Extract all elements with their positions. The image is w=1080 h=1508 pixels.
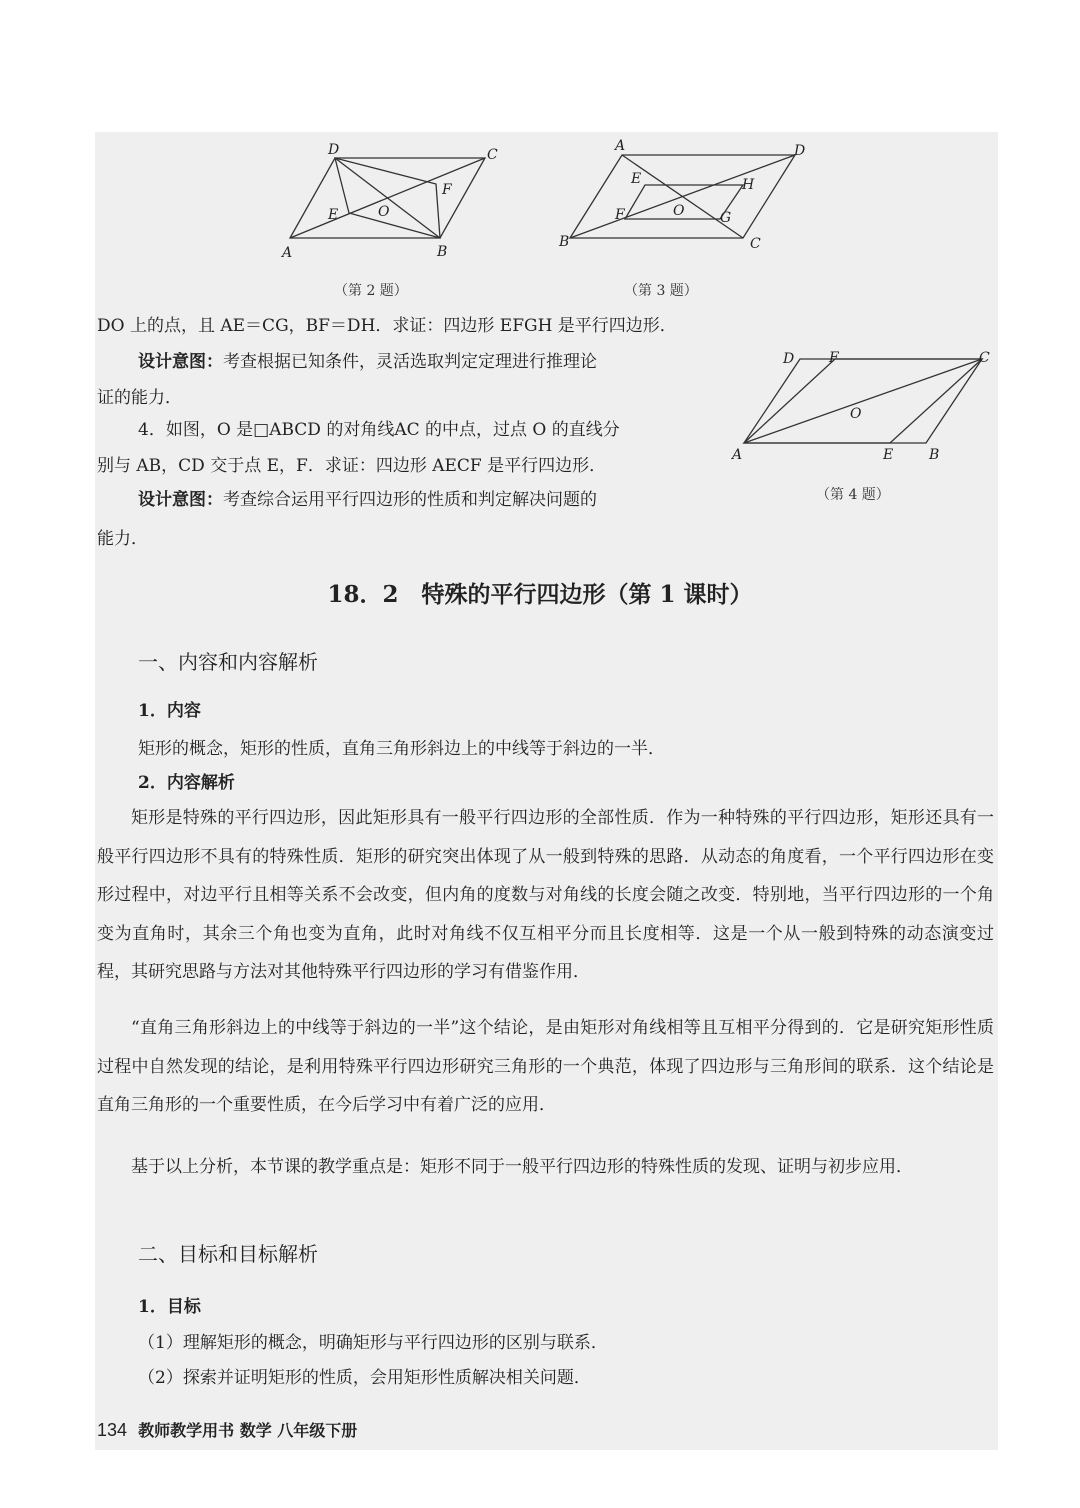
part-2-heading: 二、目标和目标解析: [138, 1242, 318, 1266]
figure-3-diagram: [555, 135, 815, 260]
label-E: E: [328, 207, 339, 223]
label-C: C: [750, 236, 761, 252]
problem-3-design-intent-cont: 证的能力．: [97, 388, 182, 408]
label-G: G: [720, 210, 732, 226]
label-O: O: [378, 204, 390, 220]
label-H: H: [742, 177, 755, 193]
design-intent-label: 设计意图：: [138, 352, 223, 372]
design-intent-text: 考查综合运用平行四边形的性质和判定解决问题的: [223, 490, 597, 510]
problem-4-text-line2: 别与 AB，CD 交于点 E，F．求证：四边形 AECF 是平行四边形．: [97, 456, 607, 476]
label-O: O: [673, 203, 685, 219]
figure-2-caption: （第 2 题）: [334, 283, 408, 299]
figure-4-caption: （第 4 题）: [816, 487, 890, 503]
page-footer: [97, 1418, 357, 1441]
figure-3-caption: （第 3 题）: [624, 283, 698, 299]
design-intent-text: 考查根据已知条件，灵活选取判定定理进行推理论: [223, 352, 597, 372]
problem-4-design-intent-cont: 能力．: [97, 529, 148, 549]
label-O: O: [850, 406, 862, 422]
diagonal-db: [335, 158, 440, 238]
label-C: C: [487, 147, 498, 163]
label-F: F: [442, 182, 452, 198]
diagonal-bd: [570, 155, 795, 238]
figure-2-diagram: [280, 140, 520, 265]
problem-4-design-intent: [138, 482, 597, 518]
goal-2: （2）探索并证明矩形的性质，会用矩形性质解决相关问题．: [138, 1368, 591, 1388]
part-2-sub-1: 1．目标: [138, 1297, 201, 1317]
diagonal-ac: [744, 359, 982, 443]
label-E: E: [631, 171, 642, 187]
part-1-content: 矩形的概念，矩形的性质，直角三角形斜边上的中线等于斜边的一半．: [138, 739, 665, 759]
label-E: E: [883, 447, 894, 463]
label-F: F: [615, 207, 625, 223]
analysis-paragraph-2: “直角三角形斜边上的中线等于斜边的一半”这个结论，是由矩形对角线相等且互相平分得到的．它是研究矩形性质过程中自然发现的结论，是利用特殊平行四边形研究三角形的一个典范，体现了四边形与三角形间的联系．这个结论是直角三角形的一个重要性质，在今后学习中有着广泛的应用．: [97, 1018, 994, 1115]
label-B: B: [437, 244, 448, 260]
part-1-heading: 一、内容和内容解析: [138, 650, 318, 674]
label-F: F: [829, 350, 839, 366]
problem-3-design-intent: [138, 344, 597, 380]
part-1-sub-1: 1．内容: [138, 701, 201, 721]
label-D: D: [328, 142, 340, 158]
page-number: 134: [97, 1420, 128, 1440]
label-A: A: [282, 245, 293, 261]
design-intent-label: 设计意图：: [138, 490, 223, 510]
label-D: D: [783, 351, 795, 367]
label-A: A: [615, 138, 626, 154]
analysis-paragraph-1: 矩形是特殊的平行四边形，因此矩形具有一般平行四边形的全部性质．作为一种特殊的平行四边形，矩形还具有一般平行四边形不具有的特殊性质．矩形的研究突出体现了从一般到特殊的思路．从动态的角度看，一个平行四边形在变形过程中，对边平行且相等关系不会改变，但内角的度数与对角线的长度会随之改变．特别地，当平行四边形的一个角变为直角时，其余三个角也变为直角，此时对角线不仅互相平分而且长度相等．这是一个从一般到特殊的动态演变过程，其研究思路与方法对其他特殊平行四边形的学习有借鉴作用．: [97, 808, 994, 982]
problem-3-text: DO 上的点，且 AE＝CG，BF＝DH．求证：四边形 EFGH 是平行四边形．: [97, 316, 677, 336]
section-title: 18．2 特殊的平行四边形（第 1 课时）: [327, 581, 753, 608]
label-D: D: [794, 143, 806, 159]
figure-4-diagram: [728, 348, 998, 466]
part-1-sub-2: 2．内容解析: [138, 773, 235, 793]
label-C: C: [979, 350, 990, 366]
analysis-paragraph-3: 基于以上分析，本节课的教学重点是：矩形不同于一般平行四边形的特殊性质的发现、证明与初步应用．: [131, 1157, 913, 1177]
problem-4-text-line1: 4．如图，O 是□ABCD 的对角线AC 的中点，过点 O 的直线分: [138, 420, 620, 440]
goal-1: （1）理解矩形的概念，明确矩形与平行四边形的区别与联系．: [138, 1333, 608, 1353]
label-B: B: [929, 447, 940, 463]
label-B: B: [559, 234, 570, 250]
book-title: 教师教学用书 数学 八年级下册: [138, 1421, 358, 1440]
label-A: A: [732, 447, 743, 463]
